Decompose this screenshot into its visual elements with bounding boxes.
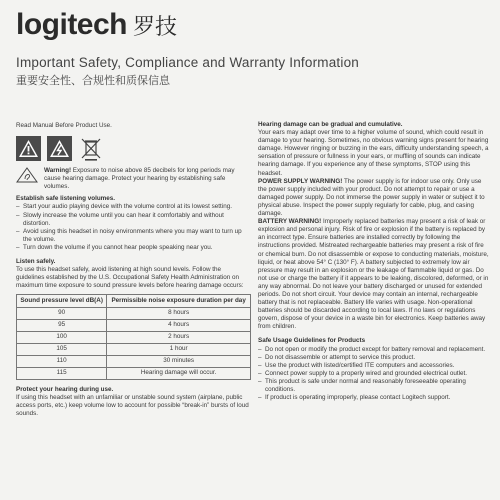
table-cell: 8 hours	[107, 307, 251, 319]
listen-text: To use this headset safely, avoid listening at high sound levels. Follow the guidelines established by the U.S. Occupational Safety Health Administration on maximum time exposure to sound pressure levels before hearing damage occurs:	[16, 266, 244, 290]
table-row	[17, 319, 251, 331]
table-cell: 95	[17, 319, 107, 331]
list-item: – Avoid using this headset in noisy environments where you may want to turn up the volume.	[16, 228, 251, 244]
table-header-row	[17, 295, 251, 307]
noise-warning	[16, 167, 251, 191]
warning-label: Warning!	[44, 167, 72, 175]
table-cell: Hearing damage will occur.	[107, 367, 251, 379]
list-item: – Turn down the volume if you cannot hear people speaking near you.	[16, 244, 251, 252]
table-row	[17, 307, 251, 319]
table-cell: 30 minutes	[107, 355, 251, 367]
list-item: – Connect power supply to a properly wired and grounded electrical outlet.	[258, 370, 490, 378]
safe-volume-list	[16, 203, 251, 252]
table-cell: 100	[17, 331, 107, 343]
listen-heading: Listen safely.	[16, 258, 56, 266]
logitech-logo-cn: 罗技	[133, 15, 178, 40]
list-item: – This product is safe under normal and reasonably foreseeable operating conditions.	[258, 378, 490, 394]
table-header: Permissible noise exposure duration per day	[107, 295, 251, 307]
list-item: – Do not open or modify the product except for battery removal and replacement.	[258, 346, 490, 354]
left-column	[16, 122, 251, 418]
electric-shock-icon	[47, 136, 72, 161]
read-manual-text: Read Manual Before Product Use.	[16, 122, 112, 129]
list-item: – Use the product with listed/certified ITE computers and accessories.	[258, 362, 490, 370]
crossed-bin-icon	[78, 136, 103, 161]
battery-warning-label: BATTERY WARNING!	[258, 218, 322, 226]
guidelines-list	[258, 346, 490, 403]
table-cell: 115	[17, 367, 107, 379]
document-title-cn: 重要安全性、合规性和质保信息	[16, 74, 170, 87]
list-item: – Do not disassemble or attempt to service this product.	[258, 354, 490, 362]
table-cell: 2 hours	[107, 331, 251, 343]
table-row	[17, 331, 251, 343]
noise-exposure-table	[16, 294, 251, 380]
list-item: – Slowly increase the volume until you can hear it comfortably and without distortion.	[16, 212, 251, 228]
table-row	[17, 355, 251, 367]
safe-volume-heading: Establish safe listening volumes.	[16, 195, 116, 203]
table-cell: 105	[17, 343, 107, 355]
power-warning-text: The power supply is for indoor use only. Only use the power supply included with your product. Do not attempt to repair or use a damaged power supply. Do not immerse the power supply in water or subject it to physical abuse. Inspect the power supply regularly for cable, plug, and casing damage.	[258, 177, 485, 218]
table-cell: 1 hour	[107, 343, 251, 355]
list-item: – If product is operating improperly, please contact Logitech support.	[258, 394, 490, 402]
table-row	[17, 367, 251, 379]
hearing-warning-icon	[16, 167, 38, 183]
warning-text: Exposure to noise above 85 decibels for long periods may cause hearing damage. Protect your hearing by establishing safe volumes.	[44, 167, 235, 191]
battery-warning-text: Improperly replaced batteries may present a risk of leak or explosion and personal injury. Risk of fire or explosion if the battery is replaced by an incorrect type. Ensure batteries are installed correctly by following the instructions provided. Mistreated rechargeable batteries may present a risk of fire or chemical burn. Do not disassemble or expose to conducting materials, moisture, liquid, or heat above 54° C (130° F). A battery subjected to extremely low air pressure may result in an explosion or the leakage of flammable liquid or gas. Do not use or charge the battery if it appears to be leaking, discolored, deformed, or in any way abnormal. Do not leave your battery discharged or unused for extended periods. Do not short circuit. Your device may contain an internal, rechargeable battery that is not replaceable. Battery life varies with usage. Non-operational batteries should be discarded according to local laws. If no laws or regulations govern, dispose of your device in a waste bin for electronics. Keep batteries away from children.	[258, 218, 489, 331]
document-title: Important Safety, Compliance and Warranty Information	[16, 55, 359, 70]
table-cell: 110	[17, 355, 107, 367]
gradual-heading: Hearing damage can be gradual and cumulative.	[258, 121, 403, 128]
table-cell: 90	[17, 307, 107, 319]
header	[16, 8, 177, 42]
table-cell: 4 hours	[107, 319, 251, 331]
list-item: – Start your audio playing device with the volume control at its lowest setting.	[16, 203, 251, 211]
right-column	[258, 121, 490, 402]
table-row	[17, 343, 251, 355]
warning-triangle-icon	[16, 136, 41, 161]
protect-heading: Protect your hearing during use.	[16, 386, 114, 394]
protect-text: If using this headset with an unfamiliar or unstable sound system (airplane, public access ports, etc.) keep volume low to account for possible “break-in” bursts of loud sounds.	[16, 394, 249, 418]
table-header: Sound pressure level dB(A)	[17, 295, 107, 307]
gradual-text: Your ears may adapt over time to a higher volume of sound, which could result in damage to your hearing. Sometimes, no obvious warning signs present for hearing damage. However ringing or buzzing in the ears, difficulty understanding speech, a sensation of pressure or fullness in your ears, or muffling of sounds can indicate hearing damage. If you experience any of these symptoms, STOP using this headset.	[258, 129, 489, 177]
guidelines-heading: Safe Usage Guidelines for Products	[258, 337, 366, 345]
safety-icons	[16, 136, 251, 161]
logitech-logo: logitech	[16, 8, 128, 41]
power-warning-label: POWER SUPPLY WARNING!	[258, 177, 343, 185]
